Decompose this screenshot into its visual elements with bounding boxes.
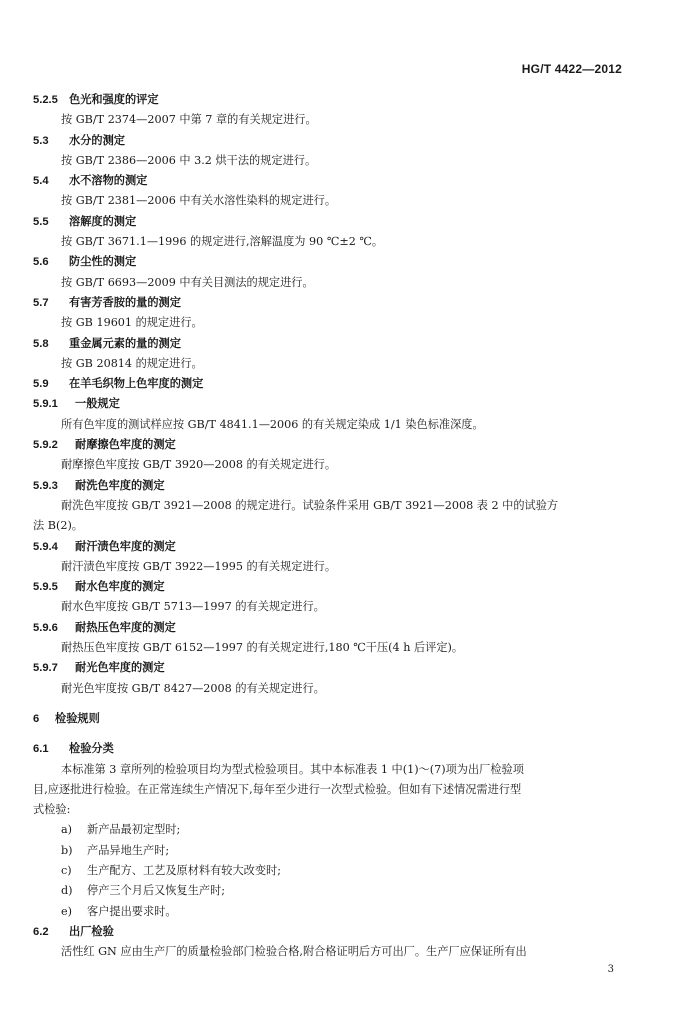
chapter-heading: 6 检验规则 — [33, 711, 100, 725]
section-body: 按 GB/T 2381—2006 中有关水溶性染料的规定进行。 — [61, 194, 337, 208]
subsection-heading: 5.9.3 耐洗色牢度的测定 — [33, 478, 165, 492]
section-body: 耐水色牢度按 GB/T 5713—1997 的有关规定进行。 — [61, 600, 325, 614]
subsection-heading: 5.9.2 耐摩擦色牢度的测定 — [33, 438, 176, 452]
standard-code: HG/T 4422—2012 — [521, 62, 622, 76]
spacer — [33, 729, 623, 739]
section-heading: 5.6 防尘性的测定 — [33, 255, 137, 269]
list-item: e) 客户提出要求时。 — [61, 904, 177, 918]
section-heading: 5.4 水不溶物的测定 — [33, 174, 148, 188]
section-body: 活性红 GN 应由生产厂的质量检验部门检验合格,附合格证明后方可出厂。生产厂应保证所有出 — [61, 945, 527, 959]
list-item: b) 产品异地生产时; — [61, 843, 170, 857]
paragraph-line: 目,应逐批进行检验。在正常连续生产情况下,每年至少进行一次型式检验。但如有下述情况需进行型 — [33, 782, 522, 796]
section-body: 所有色牢度的测试样应按 GB/T 4841.1—2006 的有关规定染成 1/1 染色标准深度。 — [61, 417, 484, 431]
section-body-continued: 法 B(2)。 — [33, 519, 83, 533]
section-body: 耐热压色牢度按 GB/T 6152—1997 的有关规定进行,180 ℃干压(4 h 后评定)。 — [61, 641, 464, 655]
section-heading: 6.1 检验分类 — [33, 742, 114, 756]
section-heading: 5.3 水分的测定 — [33, 133, 125, 147]
section-heading: 6.2 出厂检验 — [33, 924, 114, 938]
section-heading: 5.8 重金属元素的量的测定 — [33, 336, 181, 350]
section-body: 按 GB 20814 的规定进行。 — [61, 356, 203, 370]
list-item: c) 生产配方、工艺及原材料有较大改变时; — [61, 863, 281, 877]
page-content — [33, 90, 623, 962]
subsection-heading: 5.9.4 耐汗渍色牢度的测定 — [33, 539, 176, 553]
subsection-heading: 5.9.7 耐光色牢度的测定 — [33, 661, 165, 675]
paragraph-line: 式检验: — [33, 803, 71, 817]
subsection-heading: 5.9.1 一般规定 — [33, 397, 120, 411]
section-body: 按 GB/T 2386—2006 中 3.2 烘干法的规定进行。 — [61, 153, 317, 167]
section-body: 按 GB 19601 的规定进行。 — [61, 316, 203, 330]
section-heading: 5.7 有害芳香胺的量的测定 — [33, 295, 181, 309]
section-body: 耐洗色牢度按 GB/T 3921—2008 的规定进行。试验条件采用 GB/T 3921—2008 表 2 中的试验方 — [61, 498, 559, 512]
paragraph-line: 本标准第 3 章所列的检验项目均为型式检验项目。其中本标准表 1 中(1)～(7)项为出厂检验项 — [61, 762, 524, 776]
section-body: 耐汗渍色牢度按 GB/T 3922—1995 的有关规定进行。 — [61, 559, 337, 573]
section-body: 按 GB/T 3671.1—1996 的规定进行,溶解温度为 90 ℃±2 ℃。 — [61, 235, 384, 249]
section-heading: 5.9 在羊毛织物上色牢度的测定 — [33, 377, 204, 391]
section-heading: 5.2.5 色光和强度的评定 — [33, 93, 159, 106]
list-item: d) 停产三个月后又恢复生产时; — [61, 884, 226, 898]
section-body: 按 GB/T 2374—2007 中第 7 章的有关规定进行。 — [61, 113, 317, 127]
spacer — [33, 699, 623, 709]
subsection-heading: 5.9.5 耐水色牢度的测定 — [33, 580, 165, 594]
section-heading: 5.5 溶解度的测定 — [33, 214, 137, 228]
section-body: 按 GB/T 6693—2009 中有关目测法的规定进行。 — [61, 275, 314, 289]
subsection-heading: 5.9.6 耐热压色牢度的测定 — [33, 620, 176, 634]
section-body: 耐摩擦色牢度按 GB/T 3920—2008 的有关规定进行。 — [61, 458, 337, 472]
page-number: 3 — [607, 964, 614, 975]
list-item: a) 新产品最初定型时; — [61, 823, 181, 837]
section-body: 耐光色牢度按 GB/T 8427—2008 的有关规定进行。 — [61, 681, 325, 695]
